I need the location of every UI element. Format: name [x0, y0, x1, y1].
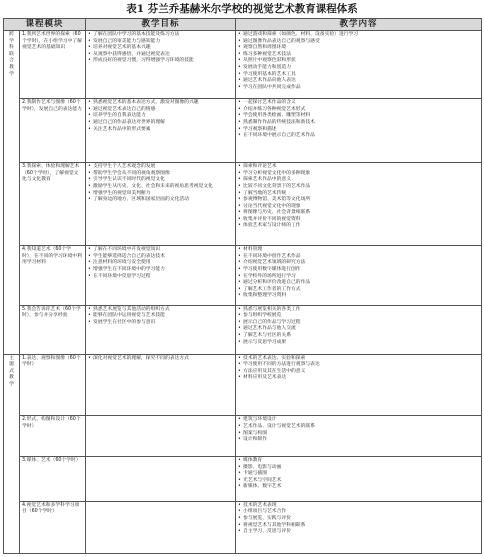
- content-list: [238, 458, 479, 491]
- content-item: • 材料应用及艺术表达: [238, 375, 479, 382]
- content-item: • 探索艺术作品中的意义: [238, 177, 479, 184]
- goals-list: [88, 307, 233, 327]
- goal-item: • 学生能够选择适合自己的表达技术: [88, 254, 233, 261]
- content-item: • 收集并评价不同的视觉资料: [238, 217, 479, 224]
- content-item: • 自主学习、反思与评价: [238, 529, 479, 536]
- goal-item: • 从观察中获得感悟，并通过视觉表达: [88, 52, 233, 59]
- content-item: • 材料管理: [238, 247, 479, 254]
- goals-cell: [86, 246, 236, 305]
- content-item: • 熟悉制作作品的传统技法和新技术: [238, 120, 479, 127]
- content-item: • 通过分析和评价改进自己的作品: [238, 280, 479, 287]
- content-item: • 练习多种视觉艺术技法: [238, 52, 479, 59]
- goals-cell: [86, 99, 236, 163]
- content-item: • 光艺术与空间艺术: [238, 478, 479, 485]
- module-cell: 2.形式、构图和设计（60个学时）: [20, 416, 86, 456]
- content-list: [238, 356, 479, 382]
- goal-item: • 能够在团队中运用视觉与艺术技能: [88, 313, 233, 320]
- content-item: • 参与展览、实践与评价: [238, 516, 479, 523]
- content-item: • 卡通与插图: [238, 471, 479, 478]
- module-cell: 1.表达、观察和图像（60个学时）: [20, 354, 86, 416]
- goals-cell: [86, 305, 236, 354]
- content-item: • 方法应用及其在生活中的意义: [238, 369, 479, 376]
- module-cell: 3.我探索、体验和理解艺术（60个学时），了解视觉文化与文化教育: [20, 163, 86, 246]
- content-item: • 展示自己的作品与学习过程: [238, 320, 479, 327]
- content-cell: [236, 416, 482, 456]
- goal-item: • 支持学生个人艺术观念的发展: [88, 164, 233, 171]
- content-item: • 在不同环境中创作艺术作品: [238, 254, 479, 261]
- content-item: • 艺术作品、设计与视觉艺术的联系: [238, 424, 479, 431]
- goals-cell: [86, 456, 236, 501]
- module-cell: 3.媒体、艺术（60个学时）: [20, 456, 86, 501]
- content-item: • 通过图像作品表达自己的观察与感受: [238, 39, 479, 46]
- content-item: • 学习分析视觉文化中的多种现象: [238, 171, 479, 178]
- content-list: [238, 164, 479, 230]
- content-list: [238, 503, 479, 536]
- goals-list: [88, 164, 233, 204]
- goal-item: • 了解在团队中学习的基本技能及练习方法: [88, 32, 233, 39]
- content-item: • 新媒体、数字艺术: [238, 484, 479, 491]
- module-cell: 1.我到艺术世界的探索（60个学时），在小组学习中了解视觉艺术的基础知识: [20, 31, 86, 99]
- goals-cell: [86, 31, 236, 99]
- content-list: [238, 32, 479, 91]
- goals-list: [88, 100, 233, 133]
- curriculum-table: [3, 18, 482, 554]
- goal-item: • 熟悉视觉艺术的基本表达方式，激发对图像的兴趣: [88, 100, 233, 107]
- content-item: • 参观博物馆、美术馆等文化场所: [238, 197, 479, 204]
- module-cell: 4.我知道艺术（60个学时），在不同的学习环境中利用学习材料: [20, 246, 86, 305]
- content-item: • 参与组织学校展览: [238, 313, 479, 320]
- header-goals: 教学目标: [86, 19, 236, 31]
- content-item: • 了解当地的艺术传统: [238, 191, 479, 198]
- category-label: 跨学科联合教学: [9, 32, 14, 77]
- content-item: • 建筑与环境设计: [238, 417, 479, 424]
- table-row: [4, 31, 482, 99]
- category-cell: [4, 31, 20, 355]
- goal-item: • 培养学生的自我表达能力: [88, 113, 233, 120]
- content-cell: [236, 354, 482, 416]
- goal-item: • 激励学生从历史、文化、社会和未来的视角思考视觉文化: [88, 184, 233, 191]
- content-cell: [236, 456, 482, 501]
- table-row: [4, 354, 482, 416]
- content-item: • 观察自然和周围环境: [238, 45, 479, 52]
- content-cell: [236, 305, 482, 354]
- content-item: • 收集和整理学习资料: [238, 293, 479, 300]
- goals-cell: [86, 354, 236, 416]
- goal-item: • 引导学生认识不同时代的视觉文化: [88, 177, 233, 184]
- content-item: • 学习观察和描述: [238, 127, 479, 134]
- goals-cell: [86, 501, 236, 553]
- content-item: • 熟悉与展览相关的各类工作: [238, 307, 479, 314]
- content-cell: [236, 501, 482, 553]
- content-item: • 介绍视觉艺术领域的研究方法: [238, 260, 479, 267]
- goal-item: • 帮助学生学会从不同的视角观察图像: [88, 171, 233, 178]
- content-item: • 学习使用数字媒体进行创作: [238, 267, 479, 274]
- module-cell: 2.我制作艺术与图像（60个学时），发展自己的表达能力: [20, 99, 86, 163]
- goal-item: • 熟悉艺术展览与其他活动的组织方式: [88, 307, 233, 314]
- goal-item: • 通过视觉艺术表达自己的情感: [88, 107, 233, 114]
- category-label: 主题式教学: [9, 355, 14, 388]
- goal-item: • 发展学生在社区中的参与意识: [88, 320, 233, 327]
- content-item: • 一起探讨艺术作品的含义: [238, 100, 479, 107]
- content-item: • 摄影、电影与动画: [238, 465, 479, 472]
- goals-list: [88, 32, 233, 65]
- content-cell: [236, 163, 482, 246]
- table-row: [4, 416, 482, 456]
- table-row: [4, 163, 482, 246]
- table-body: [4, 31, 482, 554]
- content-list: [238, 307, 479, 347]
- content-item: • 体验艺术家与设计师的工作: [238, 223, 479, 230]
- table-row: [4, 501, 482, 553]
- module-cell: 4.视觉艺术和多学科学习项目（60个学时）: [20, 501, 86, 553]
- content-item: • 学会使用各类绘画、雕塑等材料: [238, 113, 479, 120]
- content-item: • 小组项目与艺术合作: [238, 509, 479, 516]
- goals-list: [88, 247, 233, 280]
- table-row: [4, 99, 482, 163]
- content-item: • 媒体教育: [238, 458, 479, 465]
- content-cell: [236, 99, 482, 163]
- table-row: [4, 456, 482, 501]
- content-item: • 通过艺术作品向他人表达: [238, 78, 479, 85]
- category-cell: [4, 354, 20, 553]
- goal-item: • 深化对视觉艺术的理解，探究不同的表达方式: [88, 356, 233, 363]
- goal-item: • 在不同环境中反思学习过程: [88, 274, 233, 281]
- goal-item: • 形成良好的视觉习惯，习得增强学习环境的技能: [88, 58, 233, 65]
- content-list: [238, 100, 479, 140]
- content-cell: [236, 246, 482, 305]
- goal-item: • 增强学生的视觉审美判断力: [88, 191, 233, 198]
- content-item: • 在不同环境中展示自己的艺术作品: [238, 133, 479, 140]
- content-item: • 设计和制作: [238, 437, 479, 444]
- content-list: [238, 417, 479, 443]
- content-item: • 学习在团队中共同完成作品: [238, 85, 479, 92]
- header-content: 教学内容: [236, 19, 482, 31]
- goals-list: [88, 356, 233, 363]
- goal-item: • 通过自己的作品表达对世界的理解: [88, 120, 233, 127]
- goal-item: • 了解在不同环境中开发视觉知识: [88, 247, 233, 254]
- goals-cell: [86, 416, 236, 456]
- goal-item: • 关注艺术作品中的形式要素: [88, 127, 233, 134]
- content-item: • 图案与构图: [238, 431, 479, 438]
- content-item: • 学习使用基本的艺术工具: [238, 72, 479, 79]
- content-cell: [236, 31, 482, 99]
- content-item: • 了解艺术工作者的工作方式: [238, 287, 479, 294]
- content-item: • 比较不同文化背景下的艺术作品: [238, 184, 479, 191]
- content-item: • 展示与反思学习成果: [238, 340, 479, 347]
- content-item: • 从照片中观察色彩和形状: [238, 58, 479, 65]
- content-item: • 技术的艺术表达、实验和探索: [238, 356, 479, 363]
- goals-cell: [86, 163, 236, 246]
- content-list: [238, 247, 479, 300]
- content-item: • 探索和评论艺术: [238, 164, 479, 171]
- content-item: • 讨论当代视觉文化中的现象: [238, 204, 479, 211]
- goal-item: • 注意材料的环境与安全使用: [88, 260, 233, 267]
- content-item: • 了解艺术与社区的关系: [238, 333, 479, 340]
- goal-item: • 增强学生在不同环境中的学习能力: [88, 267, 233, 274]
- content-item: • 技术的艺术表现: [238, 503, 479, 510]
- header-row: [4, 19, 482, 31]
- table-row: [4, 246, 482, 305]
- content-item: • 通过游戏和探索（如颜色、材料、设备实验）进行学习: [238, 32, 479, 39]
- goal-item: • 了解身边的地方、区域和国家层面的文化活动: [88, 197, 233, 204]
- content-item: • 通过艺术作品与他人交流: [238, 326, 479, 333]
- content-item: • 学习使用不同的方法进行观察与表达: [238, 362, 479, 369]
- table-title: 表1 芬兰乔基赫米尔学校的视觉艺术教育课程体系: [126, 3, 358, 15]
- table-row: [4, 305, 482, 354]
- header-module: 课程模块: [4, 19, 86, 31]
- content-item: • 将图像与历史、社会背景相联系: [238, 210, 479, 217]
- content-item: • 发展动手能力和创造力: [238, 65, 479, 72]
- content-item: • 介绍并练习各种视觉艺术形式: [238, 107, 479, 114]
- goal-item: • 发展自己的审美能力与感知能力: [88, 39, 233, 46]
- content-item: • 将视觉艺术与其他学科相联系: [238, 523, 479, 530]
- module-cell: 5.我会告诉你艺术（60个学时），参与并分享经验: [20, 305, 86, 354]
- goal-item: • 培养对视觉艺术的基本兴趣: [88, 45, 233, 52]
- content-item: • 在学校外的场所进行学习: [238, 274, 479, 281]
